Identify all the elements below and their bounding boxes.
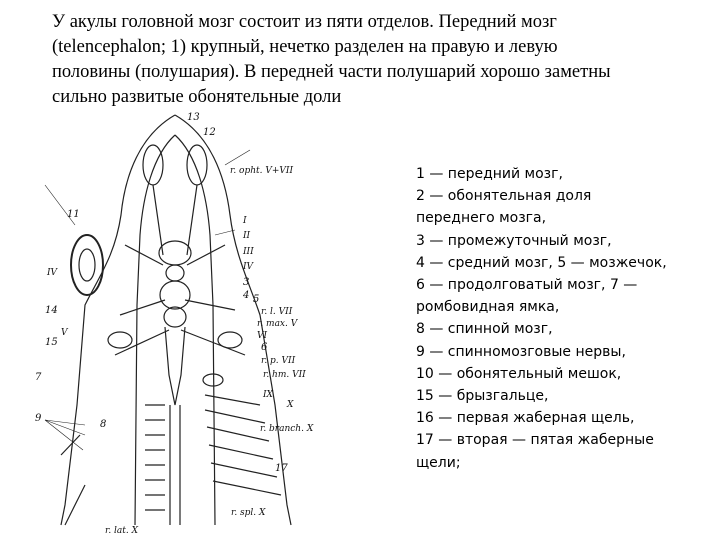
label-r-max-V: r. max. V — [257, 319, 298, 329]
label-11: 11 — [67, 209, 80, 220]
label-r-hm-VII: r. hm. VII — [263, 370, 306, 380]
label-roman-IV-right: IV — [243, 262, 254, 272]
label-12: 12 — [203, 127, 216, 138]
legend-list — [416, 163, 706, 474]
legend-line: 1 — передний мозг, — [416, 166, 563, 182]
label-17: 17 — [275, 463, 288, 474]
title-line: (telencephalon; 1) крупный, нечетко разделен на правую и левую — [52, 37, 558, 57]
legend-line: щели; — [416, 454, 461, 471]
legend-line: 15 — брызгальце, — [416, 388, 549, 405]
legend-line: 9 — спинномозговые нервы, — [416, 343, 626, 360]
label-15: 15 — [45, 337, 58, 348]
label-r-l-VII: r. l. VII — [261, 307, 293, 317]
label-roman-I: I — [243, 216, 247, 226]
label-r-p-VII: r. p. VII — [261, 356, 296, 366]
legend-line: 2 — обонятельная доля — [416, 188, 592, 205]
title-line: сильно развитые обонятельные доли — [52, 87, 342, 107]
title-line: У акулы головной мозг состоит из пяти отделов. Передний мозг — [52, 12, 557, 32]
label-6: 6 — [261, 342, 268, 353]
label-roman-X: X — [287, 400, 294, 410]
label-r-opht: r. opht. V+VII — [230, 166, 293, 176]
label-r-lat-X: r. lat. X — [105, 526, 139, 536]
label-7: 7 — [35, 372, 42, 383]
legend-line: переднего мозга, — [416, 210, 547, 227]
label-3: 3 — [243, 277, 250, 288]
legend-line: 8 — спинной мозг, — [416, 321, 553, 338]
label-roman-III: III — [243, 247, 254, 257]
label-8: 8 — [100, 419, 107, 430]
label-9: 9 — [35, 413, 42, 424]
label-4: 4 — [243, 290, 250, 301]
legend-line: 4 — средний мозг, 5 — мозжечок, — [416, 254, 667, 271]
label-r-spl-X: r. spl. X — [231, 508, 266, 518]
title-text — [52, 10, 652, 110]
label-5: 5 — [253, 294, 260, 305]
shark-brain-figure — [25, 105, 325, 540]
label-14: 14 — [45, 305, 58, 316]
legend-line: 17 — вторая — пятая жаберные — [416, 432, 654, 449]
label-roman-IX: IX — [263, 390, 273, 400]
legend-line: 3 — промежуточный мозг, — [416, 232, 612, 249]
legend-line: 10 — обонятельный мешок, — [416, 365, 622, 382]
legend-line: ромбовидная ямка, — [416, 299, 560, 316]
label-roman-IV-left: IV — [47, 268, 58, 278]
label-roman-VI: VI — [257, 331, 268, 341]
legend-line: 6 — продолговатый мозг, 7 — — [416, 277, 638, 294]
legend-line: 16 — первая жаберная щель, — [416, 410, 635, 427]
title-line: половины (полушария). В передней части полушарий хорошо заметны — [52, 62, 611, 82]
label-13: 13 — [187, 112, 200, 123]
label-roman-V-left: V — [61, 328, 68, 338]
shark-brain-drawing — [25, 105, 325, 540]
label-roman-II: II — [243, 231, 251, 241]
label-r-branch-X: r. branch. X — [260, 424, 314, 434]
